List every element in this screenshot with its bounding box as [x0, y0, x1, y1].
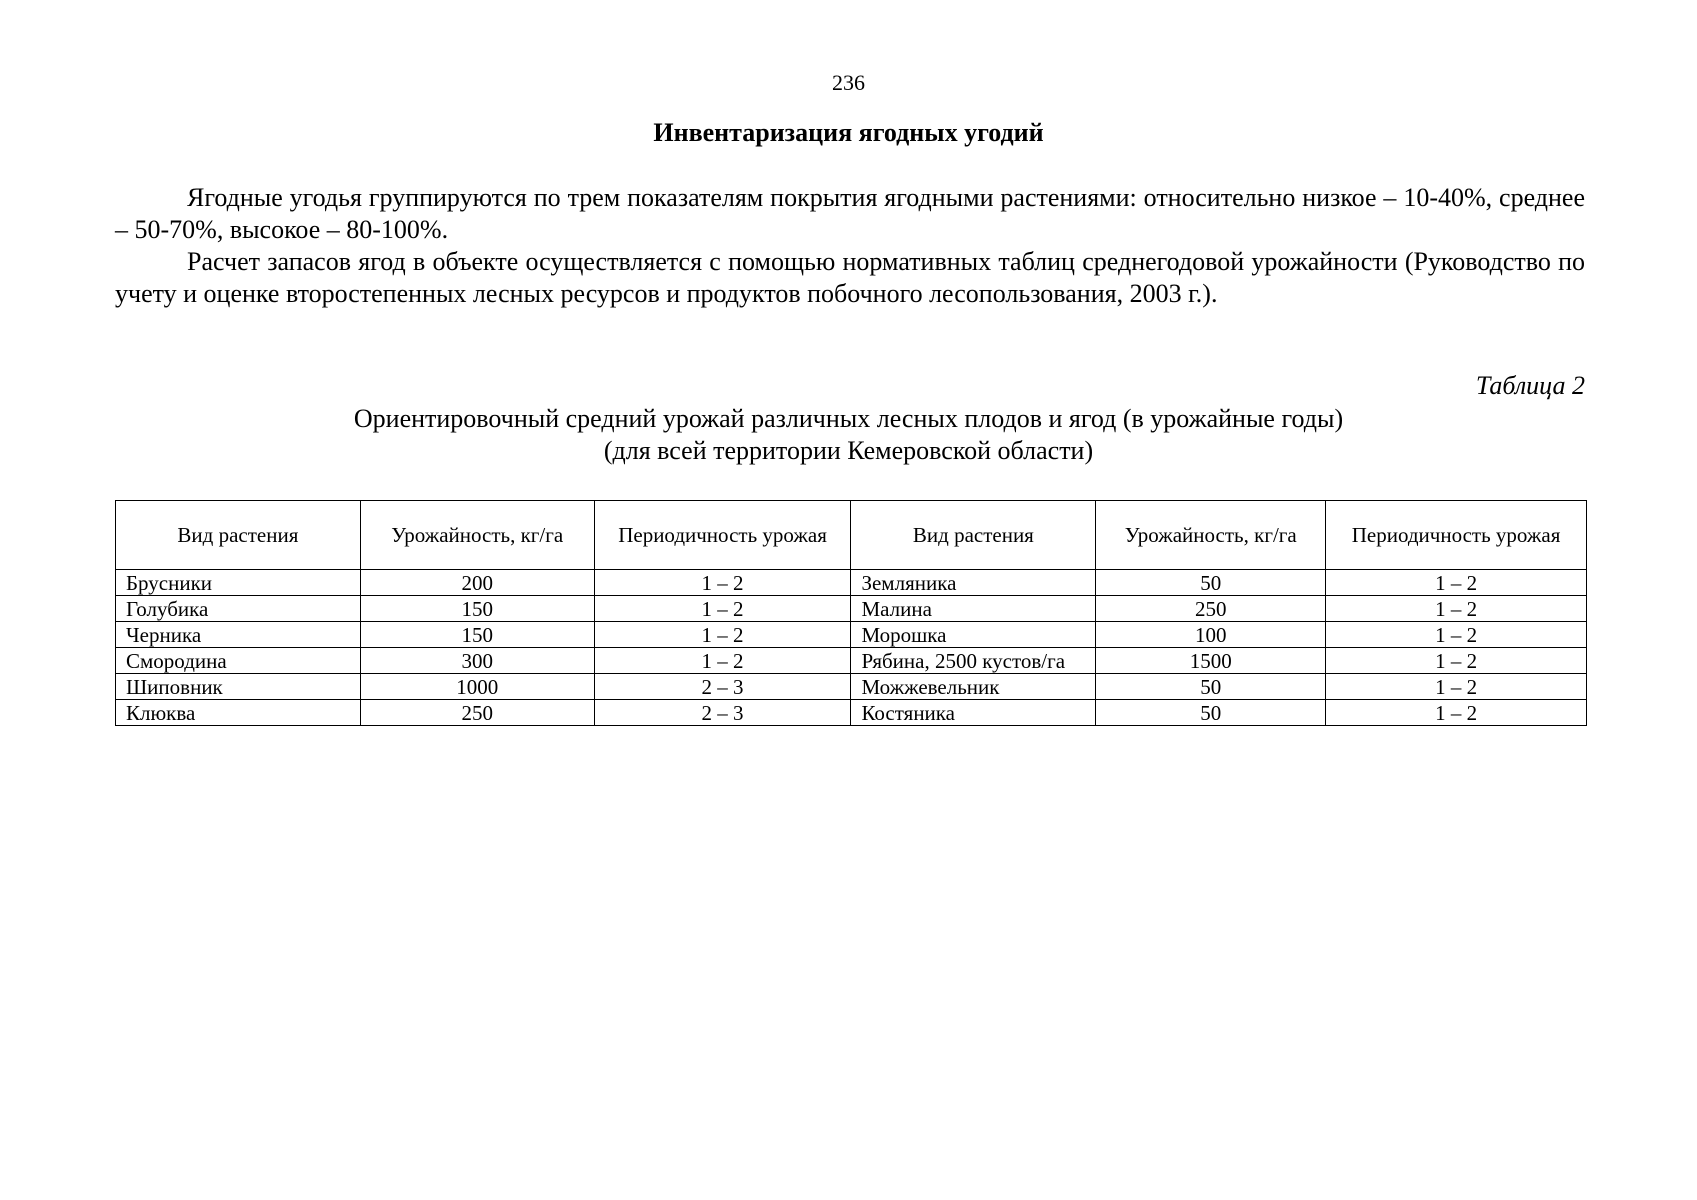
table-label: Таблица 2 — [1475, 371, 1585, 400]
cell-periodicity: 1 – 2 — [1326, 674, 1587, 700]
cell-plant: Рябина, 2500 кустов/га — [851, 648, 1096, 674]
cell-plant: Малина — [851, 596, 1096, 622]
cell-plant: Земляника — [851, 570, 1096, 596]
table-header-row — [116, 501, 1587, 570]
cell-yield: 150 — [360, 596, 594, 622]
cell-yield: 250 — [1096, 596, 1326, 622]
table-caption-line-2: (для всей территории Кемеровской области) — [603, 436, 1094, 465]
cell-yield: 50 — [1096, 700, 1326, 726]
yield-table — [115, 500, 1587, 726]
cell-plant: Шиповник — [116, 674, 361, 700]
header-periodicity-2: Периодичность урожая — [1326, 501, 1587, 570]
table-row — [116, 570, 1587, 596]
cell-periodicity: 1 – 2 — [1326, 596, 1587, 622]
cell-plant: Морошка — [851, 622, 1096, 648]
cell-periodicity: 1 – 2 — [1326, 570, 1587, 596]
cell-periodicity: 1 – 2 — [1326, 622, 1587, 648]
cell-plant: Брусники — [116, 570, 361, 596]
cell-yield: 150 — [360, 622, 594, 648]
header-yield-1: Урожайность, кг/га — [360, 501, 594, 570]
cell-yield: 100 — [1096, 622, 1326, 648]
page-number: 236 — [832, 70, 865, 95]
header-plant-2: Вид растения — [851, 501, 1096, 570]
paragraph-yield-calculation: Расчет запасов ягод в объекте осуществляется с помощью нормативных таблиц среднегодовой урожайности (Руководство по учету и оценке второстепенных лесных ресурсов и продуктов побочного лесопользования, 2003 г.). — [115, 247, 1585, 308]
cell-plant: Костяника — [851, 700, 1096, 726]
table-row — [116, 648, 1587, 674]
cell-yield: 50 — [1096, 674, 1326, 700]
cell-plant: Черника — [116, 622, 361, 648]
cell-plant: Голубика — [116, 596, 361, 622]
cell-periodicity: 1 – 2 — [594, 596, 851, 622]
table-row — [116, 596, 1587, 622]
table-row — [116, 674, 1587, 700]
cell-periodicity: 2 – 3 — [594, 700, 851, 726]
table-caption — [0, 403, 1697, 467]
header-periodicity-1: Периодичность урожая — [594, 501, 851, 570]
header-plant-1: Вид растения — [116, 501, 361, 570]
cell-periodicity: 1 – 2 — [594, 570, 851, 596]
table-row — [116, 622, 1587, 648]
cell-yield: 200 — [360, 570, 594, 596]
cell-yield: 250 — [360, 700, 594, 726]
cell-periodicity: 1 – 2 — [594, 622, 851, 648]
paragraph-coverage-groups: Ягодные угодья группируются по трем показателям покрытия ягодными растениями: относительно низкое – 10-40%, среднее – 50-70%, высокое – 80-100%. — [115, 183, 1585, 244]
cell-plant: Смородина — [116, 648, 361, 674]
cell-periodicity: 2 – 3 — [594, 674, 851, 700]
cell-yield: 300 — [360, 648, 594, 674]
cell-yield: 1000 — [360, 674, 594, 700]
cell-plant: Можжевельник — [851, 674, 1096, 700]
cell-periodicity: 1 – 2 — [1326, 700, 1587, 726]
cell-yield: 50 — [1096, 570, 1326, 596]
header-yield-2: Урожайность, кг/га — [1096, 501, 1326, 570]
table-caption-line-1: Ориентировочный средний урожай различных лесных плодов и ягод (в урожайные годы) — [353, 404, 1344, 433]
section-title: Инвентаризация ягодных угодий — [653, 118, 1044, 147]
cell-periodicity: 1 – 2 — [1326, 648, 1587, 674]
cell-yield: 1500 — [1096, 648, 1326, 674]
cell-plant: Клюква — [116, 700, 361, 726]
cell-periodicity: 1 – 2 — [594, 648, 851, 674]
table-row — [116, 700, 1587, 726]
